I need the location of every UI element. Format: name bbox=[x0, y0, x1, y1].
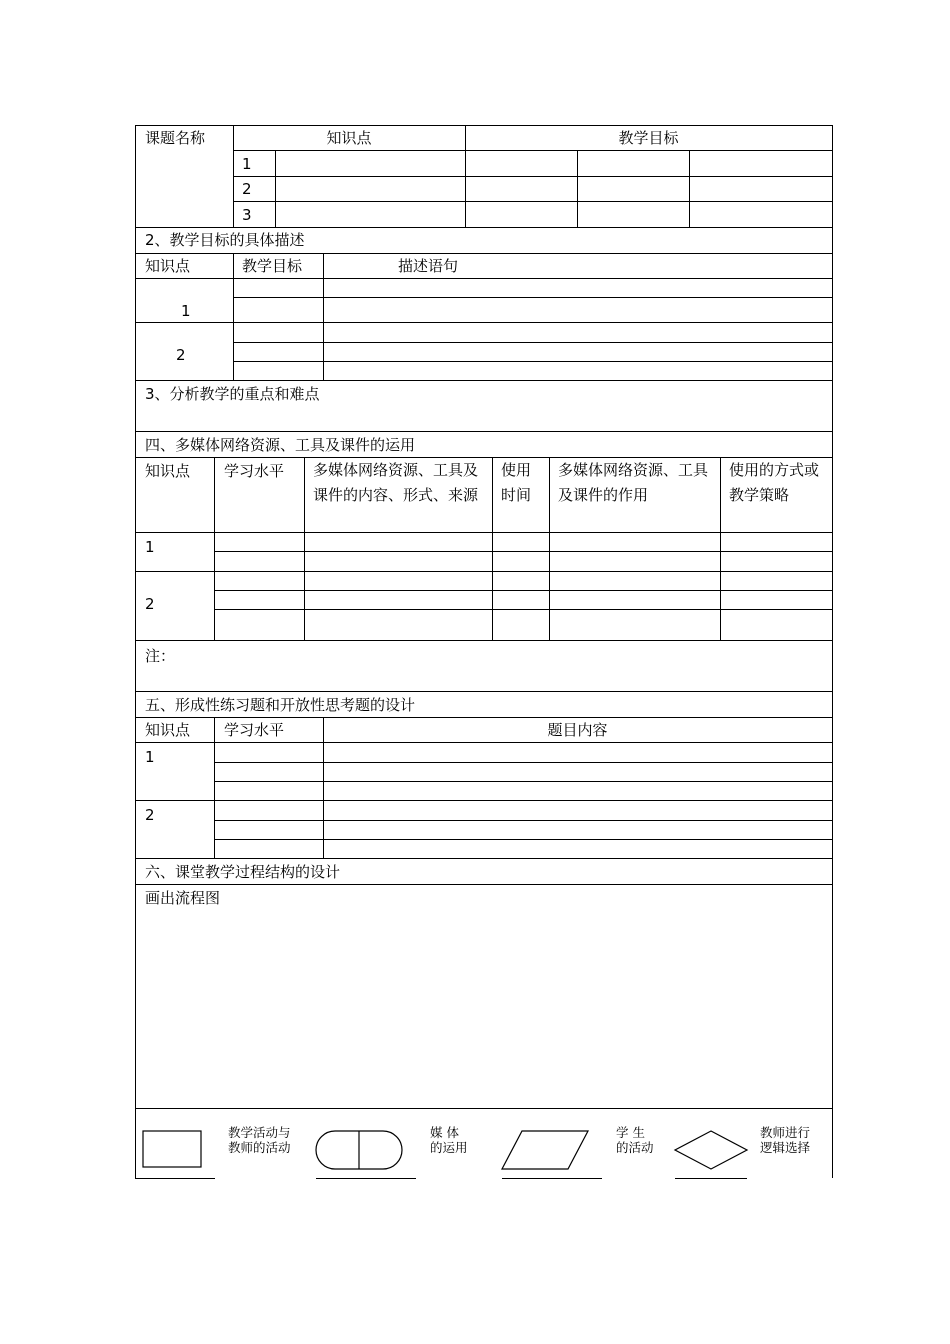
section4-col-level: 学习水平 bbox=[224, 462, 285, 480]
legend-underline bbox=[135, 1178, 215, 1179]
legend-student-line1: 学 生 bbox=[616, 1125, 645, 1140]
legend-underline bbox=[316, 1178, 416, 1179]
section4-col-content: 多媒体网络资源、工具及课件的内容、形式、来源 bbox=[313, 461, 479, 504]
section5-title: 五、形成性练习题和开放性思考题的设计 bbox=[145, 696, 416, 714]
section2-col-goal: 教学目标 bbox=[242, 257, 303, 275]
section5-col-level: 学习水平 bbox=[224, 721, 285, 739]
diamond-symbol-icon bbox=[673, 1129, 751, 1173]
media-symbol-icon bbox=[314, 1129, 406, 1173]
section5-row-number: 2 bbox=[145, 806, 155, 824]
section2-col-knowledge: 知识点 bbox=[145, 257, 191, 275]
section4-title: 四、多媒体网络资源、工具及课件的运用 bbox=[145, 436, 416, 454]
table-border-right bbox=[832, 125, 833, 1178]
knowledge-point-header: 知识点 bbox=[326, 129, 372, 147]
legend-media-line1: 媒 体 bbox=[430, 1125, 459, 1140]
table-border-left bbox=[135, 125, 136, 1178]
legend-underline bbox=[675, 1178, 747, 1179]
section4-col-time: 使用时间 bbox=[501, 461, 532, 504]
section2-row-number: 1 bbox=[181, 302, 191, 320]
section4-row-number: 1 bbox=[145, 538, 155, 556]
legend-student-line2: 的活动 bbox=[616, 1140, 654, 1155]
course-name-label: 课题名称 bbox=[145, 129, 206, 147]
legend-teaching-line2: 教师的活动 bbox=[228, 1140, 291, 1155]
legend-teaching-line1: 教学活动与 bbox=[228, 1125, 291, 1140]
legend-underline bbox=[502, 1178, 602, 1179]
section2-title: 2、教学目标的具体描述 bbox=[145, 231, 305, 249]
section4-col-knowledge: 知识点 bbox=[145, 462, 191, 480]
section3-title: 3、分析教学的重点和难点 bbox=[145, 385, 320, 403]
legend-logic-line1: 教师进行 bbox=[760, 1125, 811, 1140]
teaching-goal-header: 教学目标 bbox=[618, 129, 679, 147]
parallelogram-symbol-icon bbox=[500, 1129, 592, 1173]
header-row-number: 1 bbox=[242, 155, 252, 173]
section5-col-knowledge: 知识点 bbox=[145, 721, 191, 739]
section2-row-number: 2 bbox=[176, 346, 186, 364]
header-row-number: 3 bbox=[242, 206, 252, 224]
section4-note: 注： bbox=[145, 647, 176, 665]
section6-title: 六、课堂教学过程结构的设计 bbox=[145, 863, 341, 881]
rectangle-symbol-icon bbox=[142, 1130, 204, 1170]
legend-media-line2: 的运用 bbox=[430, 1140, 468, 1155]
section4-col-effect: 多媒体网络资源、工具及课件的作用 bbox=[558, 461, 709, 504]
legend-logic-line2: 逻辑选择 bbox=[760, 1140, 811, 1155]
header-row-number: 2 bbox=[242, 180, 252, 198]
section2-col-desc: 描述语句 bbox=[398, 257, 459, 275]
section5-col-content: 题目内容 bbox=[547, 721, 608, 739]
section4-col-method: 使用的方式或教学策略 bbox=[729, 461, 820, 504]
section4-row-number: 2 bbox=[145, 595, 155, 613]
flowchart-draw-label: 画出流程图 bbox=[145, 889, 221, 907]
section5-row-number: 1 bbox=[145, 748, 155, 766]
